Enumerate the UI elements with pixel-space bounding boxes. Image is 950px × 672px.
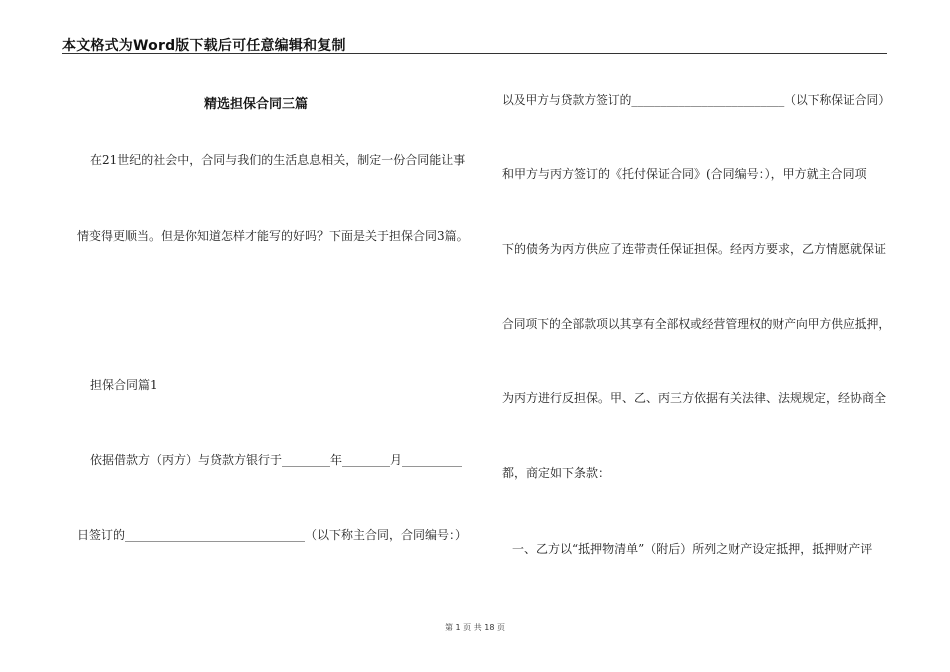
paragraph-line: 为丙方进行反担保。甲、乙、丙三方依据有关法律、法规规定，经协商全 <box>502 391 887 405</box>
paragraph-line: 在21世纪的社会中，合同与我们的生活息息相关，制定一份合同能让事 <box>90 153 466 167</box>
paragraph-line: 日签订的______________________________（以下称主合同，合同编号：） <box>77 528 468 542</box>
section-heading: 担保合同篇1 <box>90 378 158 392</box>
paragraph-line: 依据借款方（丙方）与贷款方银行于________年________月__________ <box>90 453 463 467</box>
paragraph-line: 都，商定如下条款： <box>502 466 611 480</box>
document-title: 精选担保合同三篇 <box>204 97 309 112</box>
paragraph-line: 合同项下的全部款项以其享有全部权或经营管理权的财产向甲方供应抵押， <box>502 317 891 331</box>
paragraph-line: 以及甲方与贷款方签订的__________________________（以下称保证合同） <box>502 93 891 107</box>
paragraph-line: 一、乙方以“抵押物清单”（附后）所列之财产设定抵押，抵押财产评 <box>512 542 873 556</box>
header-divider <box>62 53 887 54</box>
download-banner: 本文格式为Word版下载后可任意编辑和复制 <box>62 38 346 54</box>
paragraph-line: 下的债务为丙方供应了连带责任保证担保。经丙方要求，乙方情愿就保证 <box>502 242 887 256</box>
paragraph-line: 和甲方与丙方签订的《托付保证合同》(合同编号：），甲方就主合同项 <box>502 167 867 181</box>
paragraph-line: 情变得更顺当。但是你知道怎样才能写的好吗？下面是关于担保合同3篇。 <box>77 229 469 243</box>
page-number: 第 1 页 共 18 页 <box>445 623 505 632</box>
